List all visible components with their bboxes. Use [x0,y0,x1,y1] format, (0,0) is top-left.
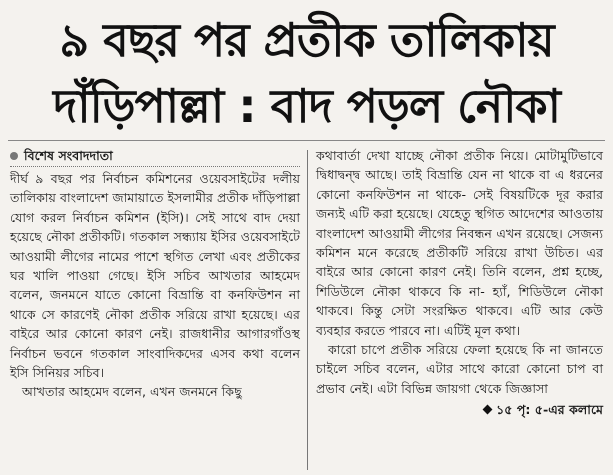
byline [10,146,300,167]
article-paragraph: আখতার আহমেদ বলেন, এখন জনমনে কিছু [22,384,242,400]
bullet-icon [10,152,18,160]
column-divider [307,150,308,470]
continuation-text: ১৫ পৃ: ৫-এর কলামে [496,402,603,418]
headline-rule [8,140,605,141]
byline-text: বিশেষ সংবাদদাতা [24,148,113,163]
article-column-left [10,146,300,402]
article-paragraph: দীর্ঘ ৯ বছর পর নির্বাচন কমিশনের ওয়েবসাইটের দলীয় তালিকায় বাংলাদেশ জামায়াতে ইসলামীর প্রতীক দাঁড়িপাল্লা যোগ করল নির্বাচন কমিশন (ইসি)। সেই সাথে বাদ দেয়া হয়েছে নৌকা প্রতীকটি। গতকাল সন্ধ্যায় ইসির ওয়েবসাইটে আওয়ামী লীগের নামের পাশে স্থগিত লেখা এবং প্রতীকের ঘর খালি পাওয়া গেছে। ইসি সচিব আখতার আহমেদ বলেন, জনমনে যাতে কোনো বিভ্রান্তি বা কনফিউশন না থাকে সে কারণেই নৌকা প্রতীক সরিয়ে রাখা হয়েছে। এর বাইরে আর কোনো কারণ নেই। রাজধানীর আগারগাঁওস্থ নির্বাচন ভবনে গতকাল সাংবাদিকদের এসব কথা বলেন ইসি সিনিয়র সচিব। [10,171,300,381]
headline-line-1: ৯ বছর পর প্রতীক তালিকায় [59,13,554,67]
continuation-note [316,400,603,419]
article-column-right [316,146,603,420]
diamond-icon [483,405,493,415]
article-paragraph: কারো চাপে প্রতীক সরিয়ে ফেলা হয়েছে কি না জানতে চাইলে সচিব বলেন, এটার সাথে কারো কোনো চাপ বা প্রভাব নেই। এটা বিভিন্ন জায়গা থেকে জিজ্ঞাসা [316,342,603,396]
headline-line-2: দাঁড়িপাল্লা : বাদ পড়ল নৌকা [53,79,560,133]
article-paragraph: কথাবার্তা দেখা যাচ্ছে নৌকা প্রতীক নিয়ে। মোটামুটিভাবে দ্বিধাদ্বন্দ্ব আছে। তাই বিভ্রান্তি যেন না থাকে বা এ ধরনের কোনো কনফিউশন না থাকে- সেই বিষয়টিকে দূর করার জন্যই এটি করা হয়েছে। যেহেতু স্থগিত আদেশের আওতায় বাংলাদেশ আওয়ামী লীগের নিবন্ধন এখন রয়েছে। সেজন্য কমিশন মনে করেছে প্রতীকটি সরিয়ে রাখা উচিত। এর বাইরে আর কোনো কারণ নেই। তিনি বলেন, প্রশ্ন হচ্ছে, শিডিউলে নৌকা থাকবে কি না- হ্যাঁ, শিডিউলে নৌকা থাকবে। কিন্তু সেটা সংরক্ষিত থাকবে। এটি আর কেউ ব্যবহার করতে পারবে না। এটিই মূল কথা। [316,148,603,338]
